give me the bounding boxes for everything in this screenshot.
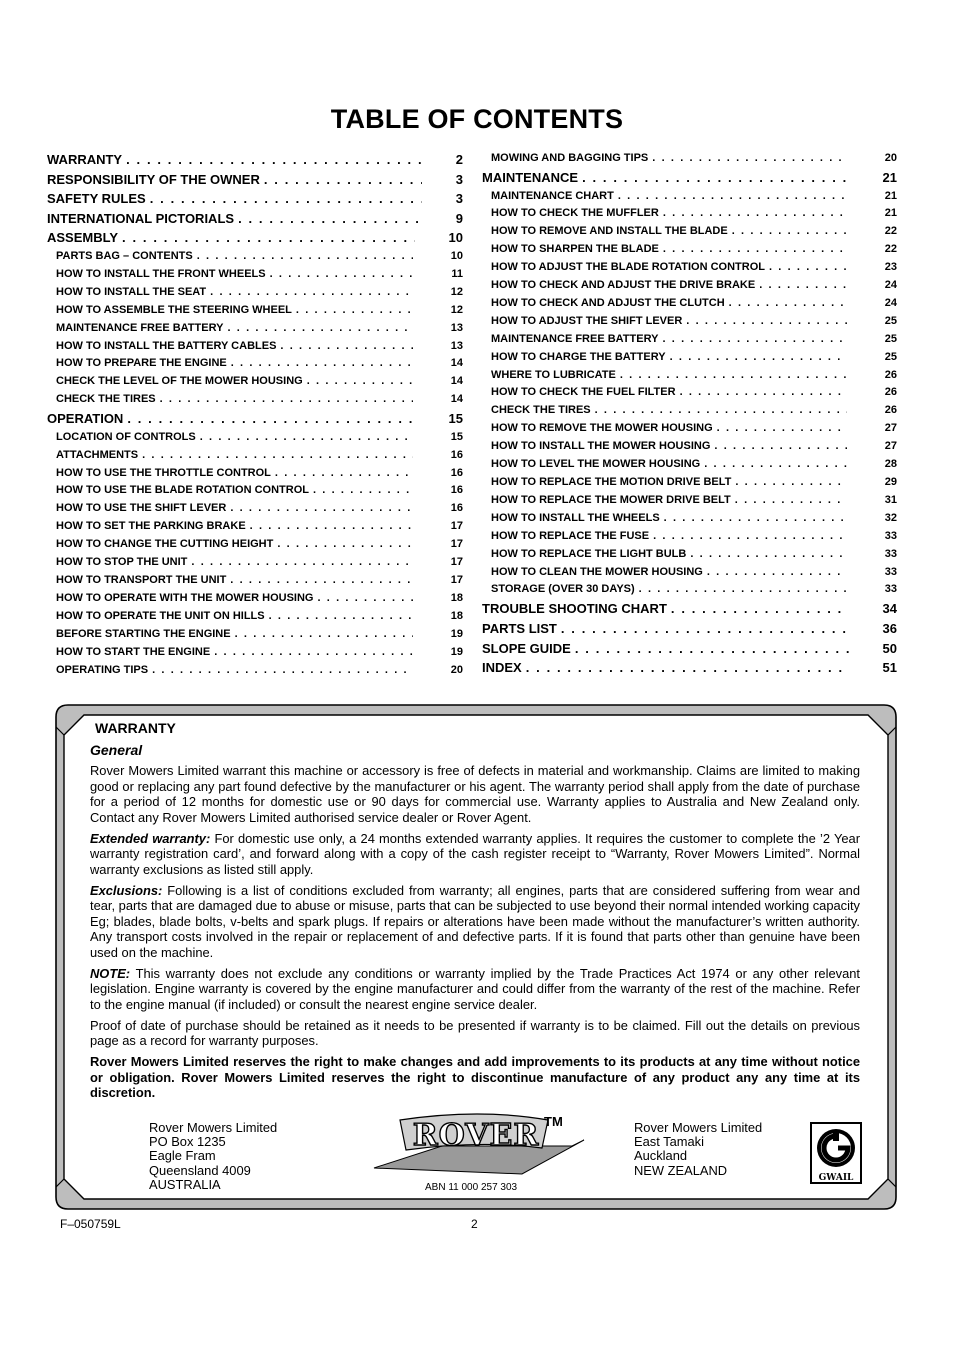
- toc-section-entry[interactable]: [47, 409, 463, 429]
- toc-subsection-entry[interactable]: [47, 626, 463, 644]
- gwail-label: GWAIL: [818, 1173, 854, 1183]
- note-text: This warranty does not exclude any conditions or warranty implied by the Trade Practices Act 1974 or any other relevant legislation. Engine warranty is covered by the engine manufacturer and could differ from the warranty of the rest of the machine. Refer to the engine manual (if included) or consult the nearest engine service dealer.: [90, 965, 860, 1012]
- toc-dot-leader: [246, 518, 413, 536]
- toc-subsection-entry[interactable]: [482, 438, 897, 456]
- toc-entry-label: SAFETY RULES: [47, 191, 146, 207]
- toc-entry-page-number: 16: [450, 484, 463, 497]
- toc-entry-label: HOW TO CHARGE THE BATTERY: [491, 350, 666, 363]
- warranty-general-text: Rover Mowers Limited warrant this machine or accessory is free of defects in material and workmanship. Claims are limited to making good or replacing any part found defective by the manufacturer or his agent. The warranty period shall apply from the date of purchase for a period of 12 months for domestic use or 90 days for commercial use. Warranty applies to Australia and New Zealand only. Contact any Rover Mowers Limited authorised service dealer or Rover Agent.: [90, 763, 860, 825]
- toc-dot-leader: [303, 373, 413, 391]
- toc-dot-leader: [123, 409, 414, 429]
- toc-entry-page-number: 20: [450, 663, 463, 676]
- toc-dot-leader: [223, 320, 412, 338]
- toc-entry-page-number: 36: [882, 620, 897, 636]
- toc-entry-page-number: 10: [448, 230, 463, 246]
- address-line: AUSTRALIA: [149, 1176, 221, 1192]
- address-line: Queensland 4009: [149, 1162, 251, 1178]
- toc-entry-label: CHECK THE LEVEL OF THE MOWER HOUSING: [56, 375, 303, 388]
- toc-dot-leader: [682, 313, 846, 331]
- toc-subsection-entry[interactable]: [47, 284, 463, 302]
- toc-entry-label: MAINTENANCE FREE BATTERY: [56, 321, 224, 334]
- toc-dot-leader: [616, 367, 847, 385]
- toc-entry-label: HOW TO REPLACE THE MOWER DRIVE BELT: [491, 493, 731, 506]
- toc-dot-leader: [156, 391, 413, 409]
- toc-entry-page-number: 25: [884, 314, 897, 327]
- toc-entry-page-number: 34: [882, 601, 897, 617]
- toc-entry-label: HOW TO INSTALL THE WHEELS: [491, 511, 660, 524]
- toc-left-column: [47, 150, 463, 679]
- toc-dot-leader: [725, 295, 847, 313]
- toc-subsection-entry[interactable]: [482, 277, 897, 295]
- toc-entry-label: WARRANTY: [47, 152, 123, 167]
- toc-dot-leader: [710, 438, 846, 456]
- toc-subsection-entry[interactable]: [482, 205, 897, 223]
- toc-entry-page-number: 33: [884, 529, 897, 542]
- note-lead: NOTE:: [90, 965, 131, 981]
- toc-entry-label: HOW TO INSTALL THE SEAT: [56, 285, 207, 298]
- toc-entry-page-number: 24: [884, 296, 897, 309]
- toc-entry-label: HOW TO REMOVE THE MOWER HOUSING: [491, 422, 713, 435]
- toc-dot-leader: [196, 429, 413, 447]
- toc-subsection-entry[interactable]: [47, 482, 463, 500]
- toc-section-entry[interactable]: [482, 658, 897, 678]
- warranty-subheading: General: [90, 742, 143, 758]
- toc-entry-page-number: 16: [450, 502, 463, 515]
- toc-subsection-entry[interactable]: [482, 492, 897, 510]
- toc-entry-page-number: 32: [884, 511, 897, 524]
- toc-dot-leader: [226, 572, 412, 590]
- toc-section-entry[interactable]: [482, 639, 897, 659]
- toc-dot-leader: [206, 284, 413, 302]
- toc-dot-leader: [571, 639, 849, 659]
- toc-entry-label: STORAGE (OVER 30 DAYS): [491, 583, 635, 596]
- toc-entry-page-number: 12: [450, 303, 463, 316]
- toc-subsection-entry[interactable]: [47, 266, 463, 284]
- toc-entry-page-number: 33: [884, 547, 897, 560]
- toc-entry-page-number: 3: [455, 191, 463, 207]
- toc-dot-leader: [649, 528, 847, 546]
- toc-dot-leader: [686, 546, 846, 564]
- toc-subsection-entry[interactable]: [482, 313, 897, 331]
- toc-entry-label: HOW TO TRANSPORT THE UNIT: [56, 573, 227, 586]
- toc-dot-leader: [226, 500, 412, 518]
- toc-entry-page-number: 26: [884, 386, 897, 399]
- toc-dot-leader: [271, 465, 413, 483]
- toc-dot-leader: [193, 248, 413, 266]
- toc-dot-leader: [122, 150, 422, 170]
- toc-dot-leader: [731, 492, 847, 510]
- extended-text: For domestic use only, a 24 months extended warranty applies. It requires the customer to complete the ’2 Year warranty registration card’, and forward along with a copy of the cash register receipt to “Warranty, Rover Mowers Limited”. Normal warranty exclusions as listed still apply.: [90, 830, 860, 877]
- toc-subsection-entry[interactable]: [482, 150, 897, 168]
- toc-subsection-entry[interactable]: [47, 302, 463, 320]
- toc-entry-label: HOW TO REPLACE THE LIGHT BULB: [491, 547, 687, 560]
- toc-section-entry[interactable]: [47, 189, 463, 209]
- toc-subsection-entry[interactable]: [482, 259, 897, 277]
- toc-entry-label: HOW TO CLEAN THE MOWER HOUSING: [491, 565, 703, 578]
- toc-section-entry[interactable]: [482, 599, 897, 619]
- toc-entry-page-number: 24: [884, 279, 897, 292]
- toc-entry-label: HOW TO OPERATE WITH THE MOWER HOUSING: [56, 591, 314, 604]
- abn-number: ABN 11 000 257 303: [425, 1182, 518, 1193]
- toc-entry-page-number: 28: [884, 458, 897, 471]
- page-title: TABLE OF CONTENTS: [330, 104, 624, 134]
- toc-dot-leader: [755, 277, 847, 295]
- toc-entry-page-number: 17: [450, 573, 463, 586]
- toc-entry-label: HOW TO ASSEMBLE THE STEERING WHEEL: [56, 303, 292, 316]
- toc-entry-page-number: 26: [884, 368, 897, 381]
- toc-entry-page-number: 27: [884, 422, 897, 435]
- toc-entry-label: ASSEMBLY: [47, 230, 119, 246]
- toc-entry-page-number: 19: [450, 627, 463, 640]
- toc-entry-label: INDEX: [482, 660, 522, 676]
- toc-entry-label: LOCATION OF CONTROLS: [56, 430, 196, 443]
- toc-dot-leader: [292, 302, 413, 320]
- warranty-note: [90, 966, 860, 1013]
- warranty-reserve-text: Rover Mowers Limited reserves the right to make changes and add improvements to its products at any time without notice or obligation. Rover Mowers Limited reserves the right to discontinue manufacture of any product any any time at its discretion.: [90, 1054, 860, 1101]
- address-australia: [149, 1121, 277, 1192]
- rover-logo: [372, 1110, 588, 1176]
- toc-dot-leader: [260, 170, 422, 190]
- toc-subsection-entry[interactable]: [47, 248, 463, 266]
- toc-entry-page-number: 19: [450, 645, 463, 658]
- toc-subsection-entry[interactable]: [482, 188, 897, 206]
- address-line: Eagle Fram: [149, 1148, 216, 1164]
- toc-entry-page-number: 11: [451, 267, 463, 280]
- address-line: Rover Mowers Limited: [149, 1120, 278, 1135]
- toc-entry-label: SLOPE GUIDE: [482, 640, 571, 656]
- toc-dot-leader: [231, 626, 413, 644]
- toc-entry-label: CHECK THE TIRES: [56, 393, 156, 406]
- toc-entry-label: HOW TO PREPARE THE ENGINE: [56, 357, 227, 370]
- address-line: Rover Mowers Limited: [634, 1120, 763, 1135]
- toc-dot-leader: [273, 536, 412, 554]
- toc-entry-page-number: 22: [884, 225, 897, 238]
- toc-dot-leader: [138, 447, 413, 465]
- toc-entry-page-number: 33: [884, 565, 897, 578]
- toc-entry-page-number: 3: [455, 171, 463, 187]
- toc-dot-leader: [276, 338, 412, 356]
- toc-subsection-entry[interactable]: [482, 349, 897, 367]
- toc-subsection-entry[interactable]: [47, 338, 463, 356]
- toc-dot-leader: [658, 331, 846, 349]
- toc-entry-page-number: 10: [450, 249, 463, 262]
- toc-subsection-entry[interactable]: [47, 608, 463, 626]
- warranty-extended: [90, 831, 860, 878]
- footer-document-code: F–050759L: [60, 1217, 121, 1231]
- toc-dot-leader: [148, 662, 413, 680]
- toc-subsection-entry[interactable]: [47, 554, 463, 572]
- toc-entry-label: HOW TO LEVEL THE MOWER HOUSING: [491, 458, 701, 471]
- toc-entry-label: MAINTENANCE FREE BATTERY: [491, 332, 659, 345]
- logo-wordmark: ROVER: [412, 1118, 540, 1153]
- toc-subsection-entry[interactable]: [482, 241, 897, 259]
- toc-dot-leader: [313, 590, 412, 608]
- toc-subsection-entry[interactable]: [47, 500, 463, 518]
- gwail-badge: [810, 1122, 862, 1184]
- toc-entry-page-number: 15: [448, 411, 463, 427]
- toc-entry-label: MOWING AND BAGGING TIPS: [491, 152, 649, 164]
- toc-dot-leader: [557, 619, 849, 639]
- toc-subsection-entry[interactable]: [47, 465, 463, 483]
- toc-subsection-entry[interactable]: [482, 420, 897, 438]
- toc-entry-label: HOW TO REMOVE AND INSTALL THE BLADE: [491, 225, 728, 238]
- toc-subsection-entry[interactable]: [482, 384, 897, 402]
- toc-dot-leader: [703, 564, 847, 582]
- toc-entry-page-number: 18: [450, 609, 463, 622]
- toc-entry-label: INTERNATIONAL PICTORIALS: [47, 210, 235, 226]
- toc-entry-label: HOW TO START THE ENGINE: [56, 645, 211, 658]
- toc-entry-label: HOW TO USE THE THROTTLE CONTROL: [56, 466, 271, 479]
- toc-entry-label: HOW TO USE THE SHIFT LEVER: [56, 502, 227, 515]
- toc-entry-label: BEFORE STARTING THE ENGINE: [56, 627, 231, 640]
- toc-entry-label: PARTS BAG – CONTENTS: [56, 249, 193, 262]
- toc-subsection-entry[interactable]: [47, 662, 463, 680]
- toc-dot-leader: [187, 554, 412, 572]
- toc-subsection-entry[interactable]: [47, 447, 463, 465]
- toc-entry-page-number: 51: [882, 660, 897, 676]
- toc-entry-page-number: 9: [455, 210, 463, 226]
- toc-entry-label: HOW TO SHARPEN THE BLADE: [491, 243, 659, 256]
- toc-entry-page-number: 21: [884, 189, 897, 202]
- toc-entry-label: ATTACHMENTS: [56, 448, 139, 461]
- toc-entry-page-number: 23: [884, 261, 897, 274]
- toc-subsection-entry[interactable]: [482, 564, 897, 582]
- toc-entry-label: MAINTENANCE: [482, 169, 579, 185]
- toc-entry-label: HOW TO CHECK THE MUFFLER: [491, 207, 659, 220]
- toc-dot-leader: [635, 581, 847, 599]
- toc-subsection-entry[interactable]: [47, 373, 463, 391]
- toc-subsection-entry[interactable]: [47, 590, 463, 608]
- toc-entry-page-number: 18: [450, 591, 463, 604]
- toc-dot-leader: [118, 228, 414, 248]
- toc-entry-page-number: 27: [884, 440, 897, 453]
- toc-entry-page-number: 14: [450, 375, 463, 388]
- toc-entry-page-number: 26: [884, 404, 897, 417]
- toc-entry-page-number: 17: [450, 556, 463, 569]
- toc-subsection-entry[interactable]: [482, 331, 897, 349]
- toc-entry-label: HOW TO INSTALL THE MOWER HOUSING: [491, 440, 711, 453]
- toc-entry-page-number: 14: [450, 357, 463, 370]
- toc-entry-label: HOW TO INSTALL THE FRONT WHEELS: [56, 267, 266, 280]
- exclusions-lead: Exclusions:: [90, 882, 163, 898]
- toc-entry-page-number: 21: [882, 169, 897, 185]
- toc-subsection-entry[interactable]: [482, 295, 897, 313]
- toc-entry-page-number: 50: [882, 640, 897, 656]
- toc-subsection-entry[interactable]: [47, 355, 463, 373]
- toc-subsection-entry[interactable]: [47, 536, 463, 554]
- toc-entry-page-number: 2: [455, 152, 463, 167]
- toc-subsection-entry[interactable]: [47, 572, 463, 590]
- toc-entry-label: HOW TO OPERATE THE UNIT ON HILLS: [56, 609, 265, 622]
- toc-entry-label: HOW TO REPLACE THE FUSE: [491, 529, 650, 542]
- toc-section-entry[interactable]: [47, 150, 463, 170]
- toc-entry-label: HOW TO CHECK THE FUEL FILTER: [491, 386, 676, 399]
- toc-dot-leader: [234, 209, 422, 229]
- toc-subsection-entry[interactable]: [47, 320, 463, 338]
- toc-entry-label: PARTS LIST: [482, 620, 557, 636]
- toc-dot-leader: [146, 189, 422, 209]
- warranty-heading: WARRANTY: [95, 720, 176, 736]
- toc-entry-label: RESPONSIBILITY OF THE OWNER: [47, 171, 260, 187]
- toc-section-entry[interactable]: [482, 619, 897, 639]
- toc-dot-leader: [713, 420, 847, 438]
- toc-subsection-entry[interactable]: [482, 223, 897, 241]
- toc-entry-page-number: 31: [884, 493, 897, 506]
- logo-trademark: TM: [544, 1114, 563, 1129]
- toc-dot-leader: [591, 402, 847, 420]
- address-line: Auckland: [634, 1148, 688, 1164]
- toc-entry-page-number: 16: [450, 466, 463, 479]
- toc-subsection-entry[interactable]: [482, 510, 897, 528]
- warranty-proof-text: Proof of date of purchase should be retained as it needs to be presented if warranty is to be claimed. Fill out the details on previous page as a record for warranty purposes.: [90, 1017, 860, 1049]
- toc-section-entry[interactable]: [47, 209, 463, 229]
- toc-entry-page-number: 13: [450, 321, 463, 334]
- toc-section-entry[interactable]: [47, 170, 463, 190]
- toc-entry-page-number: 33: [884, 583, 897, 596]
- toc-dot-leader: [648, 150, 846, 168]
- toc-dot-leader: [676, 384, 847, 402]
- toc-entry-page-number: 15: [450, 430, 463, 443]
- toc-entry-label: OPERATING TIPS: [56, 663, 149, 676]
- toc-section-entry[interactable]: [47, 228, 463, 248]
- toc-dot-leader: [667, 599, 849, 619]
- toc-dot-leader: [666, 349, 847, 367]
- toc-dot-leader: [266, 266, 414, 284]
- toc-dot-leader: [614, 188, 847, 206]
- toc-entry-page-number: 20: [884, 152, 897, 164]
- toc-dot-leader: [731, 474, 846, 492]
- extended-lead: Extended warranty:: [90, 830, 211, 846]
- toc-entry-label: HOW TO ADJUST THE BLADE ROTATION CONTROL: [491, 261, 765, 274]
- toc-entry-label: HOW TO CHECK AND ADJUST THE DRIVE BRAKE: [491, 279, 756, 292]
- toc-entry-label: CHECK THE TIRES: [491, 404, 591, 417]
- toc-dot-leader: [578, 168, 848, 188]
- toc-subsection-entry[interactable]: [482, 367, 897, 385]
- toc-dot-leader: [210, 644, 413, 662]
- toc-entry-page-number: 12: [450, 285, 463, 298]
- toc-subsection-entry[interactable]: [482, 581, 897, 599]
- toc-entry-page-number: 25: [884, 332, 897, 345]
- toc-entry-page-number: 21: [884, 207, 897, 220]
- toc-section-entry[interactable]: [482, 168, 897, 188]
- toc-dot-leader: [659, 241, 847, 259]
- warranty-exclusions: [90, 883, 860, 961]
- toc-entry-page-number: 14: [450, 393, 463, 406]
- toc-entry-label: HOW TO STOP THE UNIT: [56, 556, 188, 569]
- address-line: East Tamaki: [634, 1134, 704, 1150]
- warranty-content: [90, 720, 860, 1106]
- toc-entry-label: HOW TO CHECK AND ADJUST THE CLUTCH: [491, 296, 725, 309]
- toc-dot-leader: [700, 456, 847, 474]
- toc-entry-page-number: 17: [450, 538, 463, 551]
- toc-subsection-entry[interactable]: [482, 456, 897, 474]
- toc-entry-label: HOW TO ADJUST THE SHIFT LEVER: [491, 314, 683, 327]
- toc-entry-label: TROUBLE SHOOTING CHART: [482, 601, 667, 617]
- toc-subsection-entry[interactable]: [47, 391, 463, 409]
- toc-entry-label: HOW TO INSTALL THE BATTERY CABLES: [56, 339, 277, 352]
- toc-entry-label: HOW TO SET THE PARKING BRAKE: [56, 520, 246, 533]
- toc-entry-page-number: 29: [884, 476, 897, 488]
- toc-subsection-entry[interactable]: [482, 528, 897, 546]
- footer-page-number: 2: [471, 1217, 478, 1231]
- toc-subsection-entry[interactable]: [47, 429, 463, 447]
- toc-entry-page-number: 17: [450, 520, 463, 533]
- toc-dot-leader: [728, 223, 847, 241]
- toc-entry-page-number: 13: [450, 339, 463, 352]
- toc-right-column: [482, 150, 897, 678]
- toc-subsection-entry[interactable]: [47, 644, 463, 662]
- toc-entry-label: MAINTENANCE CHART: [491, 189, 614, 202]
- address-new-zealand: [634, 1121, 762, 1178]
- toc-subsection-entry[interactable]: [482, 402, 897, 420]
- toc-dot-leader: [522, 658, 849, 678]
- toc-entry-page-number: 25: [884, 350, 897, 363]
- toc-subsection-entry[interactable]: [482, 546, 897, 564]
- toc-dot-leader: [659, 205, 847, 223]
- toc-dot-leader: [309, 482, 413, 500]
- toc-entry-page-number: 22: [884, 243, 897, 256]
- toc-entry-label: WHERE TO LUBRICATE: [491, 368, 616, 381]
- toc-dot-leader: [227, 355, 413, 373]
- toc-subsection-entry[interactable]: [47, 518, 463, 536]
- toc-dot-leader: [265, 608, 413, 626]
- exclusions-text: Following is a list of conditions excluded from warranty; all engines, parts that are considered suffering from wear and tear, parts that are damaged due to abuse or misuse, parts that can be subjected to use beyond their normal intended working capacity Eg; blades, blade bolts, v-belts and spark plugs. If repairs or alterations have been made without the manufacturer’s written authority. Any transport costs involved in the repair or replacement of and defective parts. If it is found that parts other than genuine have been used on the machine.: [90, 882, 860, 960]
- toc-entry-label: HOW TO CHANGE THE CUTTING HEIGHT: [56, 538, 274, 551]
- address-line: NEW ZEALAND: [634, 1162, 728, 1178]
- toc-dot-leader: [660, 510, 847, 528]
- toc-subsection-entry[interactable]: [482, 474, 897, 492]
- toc-entry-page-number: 16: [450, 448, 463, 461]
- toc-dot-leader: [765, 259, 847, 277]
- toc-entry-label: OPERATION: [47, 411, 124, 427]
- toc-entry-label: HOW TO USE THE BLADE ROTATION CONTROL: [56, 484, 309, 497]
- address-line: PO Box 1235: [149, 1134, 226, 1150]
- toc-entry-label: HOW TO REPLACE THE MOTION DRIVE BELT: [491, 476, 732, 488]
